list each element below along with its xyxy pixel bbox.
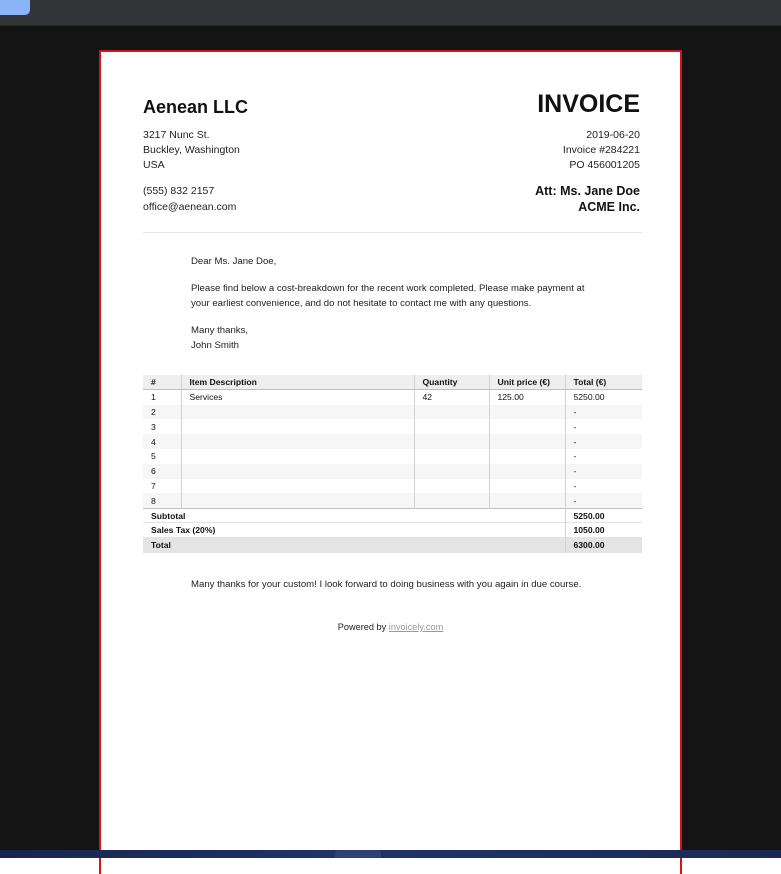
item-unit-price (489, 464, 565, 479)
sender-company-name: Aenean LLC (143, 97, 249, 117)
item-total: - (565, 464, 642, 479)
item-number: 3 (151, 421, 156, 432)
letter-body (191, 282, 611, 311)
document-viewer[interactable] (0, 26, 781, 850)
table-row (143, 405, 642, 420)
sender-address (143, 128, 240, 173)
item-quantity: 42 (414, 390, 489, 405)
table-row (143, 493, 642, 508)
item-number: 1 (151, 392, 156, 403)
item-description (181, 493, 414, 508)
browser-toolbar (0, 0, 781, 26)
signoff-text: Many thanks, (191, 325, 249, 336)
sender-contact (143, 184, 236, 215)
tax-value: 1050.00 (565, 523, 642, 538)
item-description (181, 434, 414, 449)
item-number: 6 (143, 464, 181, 479)
sender-address-line: 3217 Nunc St. (143, 129, 210, 141)
item-description (181, 464, 414, 479)
powered-by (101, 622, 680, 632)
table-row (143, 449, 642, 464)
invoice-page (99, 50, 682, 874)
item-description (181, 419, 414, 434)
header-unit-price: Unit price (€) (489, 375, 565, 390)
item-description: Services (181, 390, 414, 405)
table-row (143, 464, 642, 479)
item-total: - (565, 479, 642, 494)
subtotal-row (143, 508, 642, 523)
item-total: - (565, 434, 642, 449)
item-description (181, 405, 414, 420)
item-number: 7 (151, 480, 156, 491)
invoice-number: Invoice #284221 (562, 144, 640, 156)
taskbar-tab[interactable] (335, 850, 381, 858)
table-row (143, 390, 642, 405)
item-quantity (414, 449, 489, 464)
taskbar (0, 850, 781, 858)
item-unit-price (489, 419, 565, 434)
sender-address-line: Buckley, Washington (143, 144, 240, 156)
sender-address-line: USA (143, 159, 165, 171)
closing-text: Many thanks for your custom! I look forward to doing business with you again in due course. (191, 579, 582, 590)
header-total: Total (€) (565, 375, 642, 390)
item-quantity (414, 464, 489, 479)
sender-email: office@aenean.com (143, 200, 237, 213)
item-quantity (414, 434, 489, 449)
item-total: - (565, 419, 642, 434)
subtotal-label: Subtotal (143, 508, 565, 523)
table-row (143, 419, 642, 434)
item-number: 2 (143, 405, 181, 420)
item-unit-price: 125.00 (489, 390, 565, 405)
sender-phone: (555) 832 2157 (143, 185, 215, 197)
invoice-po: PO 456001205 (569, 159, 640, 171)
powered-by-prefix: Powered by (337, 622, 389, 632)
invoicely-link[interactable]: invoicely.com (388, 622, 444, 632)
recipient-block (535, 183, 640, 215)
letter-body-line: your earliest convenience, and do not hesitate to contact me with any questions. (191, 297, 532, 309)
item-quantity (414, 405, 489, 420)
item-unit-price (489, 434, 565, 449)
item-quantity (414, 419, 489, 434)
subtotal-value: 5250.00 (565, 508, 642, 523)
item-total: - (565, 449, 642, 464)
item-total: - (565, 405, 642, 420)
recipient-att: Att: Ms. Jane Doe (535, 184, 640, 198)
table-row (143, 479, 642, 494)
header-quantity: Quantity (414, 375, 489, 390)
header-description: Item Description (181, 375, 414, 390)
invoice-title: INVOICE (537, 90, 640, 118)
item-quantity (414, 493, 489, 508)
item-description (181, 449, 414, 464)
item-unit-price (489, 405, 565, 420)
total-row (143, 538, 642, 553)
total-label: Total (143, 538, 565, 553)
signature-name: John Smith (191, 339, 239, 351)
item-number: 8 (143, 493, 181, 508)
item-number: 4 (143, 434, 181, 449)
item-unit-price (489, 493, 565, 508)
header-number: # (143, 375, 181, 390)
total-value: 6300.00 (565, 538, 642, 553)
tax-row (143, 523, 642, 538)
invoice-date: 2019-06-20 (586, 129, 640, 141)
item-unit-price (489, 449, 565, 464)
header-divider (143, 232, 642, 233)
table-row (143, 434, 642, 449)
item-total: 5250.00 (565, 390, 642, 405)
toolbar-tab-button[interactable] (0, 0, 30, 15)
recipient-company: ACME Inc. (578, 200, 640, 214)
table-header-row (143, 375, 642, 390)
item-unit-price (489, 479, 565, 494)
item-quantity (414, 479, 489, 494)
item-description (181, 479, 414, 494)
item-total: - (565, 493, 642, 508)
letter-signoff (191, 324, 611, 353)
item-number: 5 (151, 451, 156, 462)
letter-greeting: Dear Ms. Jane Doe, (191, 256, 277, 267)
invoice-items-table (143, 375, 642, 553)
letter-body-line: Please find below a cost-breakdown for the recent work completed. Please make payment at (191, 283, 585, 294)
tax-label: Sales Tax (20%) (143, 523, 565, 538)
invoice-meta (563, 128, 640, 173)
